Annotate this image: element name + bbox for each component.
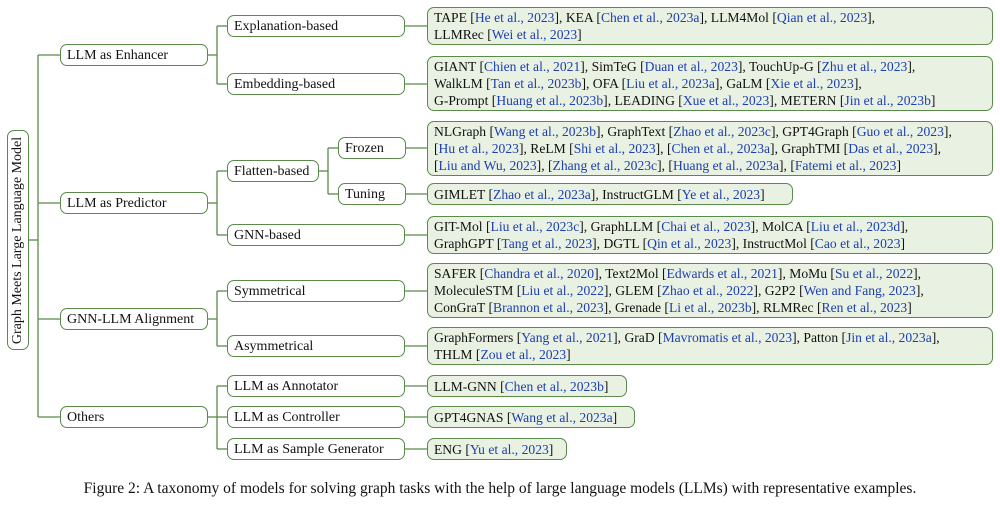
leaf-line: NLGraph [Wang et al., 2023b], GraphText [Zhao et al., 2023c], GPT4Graph [Guo et al., 2023], [434, 124, 952, 139]
leaf-line: TAPE [He et al., 2023], KEA [Chen et al., 2023a], LLM4Mol [Qian et al., 2023], [434, 10, 876, 25]
sub-embedding: Embedding-based [227, 73, 405, 95]
leaf-gnn [427, 216, 993, 254]
leaf-line: G-Prompt [Huang et al., 2023b], LEADING [Xue et al., 2023], METERN [Jin et al., 2023b] [434, 93, 936, 108]
sub-frozen: Frozen [338, 137, 406, 159]
sub-gnn: GNN-based [227, 224, 405, 246]
leaf-line: GIT-Mol [Liu et al., 2023c], GraphLLM [Chai et al., 2023], MolCA [Liu et al., 2023d], [434, 219, 909, 234]
sub-tuning: Tuning [338, 183, 406, 205]
leaf-symmetrical [427, 263, 993, 318]
leaf-asymmetrical [427, 327, 993, 365]
leaf-line: [Hu et al., 2023], ReLM [Shi et al., 2023], [Chen et al., 2023a], GraphTMI [Das et al., 2023], [434, 141, 942, 156]
leaf-line: THLM [Zou et al., 2023] [434, 347, 571, 362]
leaf-embedding [427, 56, 993, 111]
leaf-line: GPT4GNAS [Wang et al., 2023a] [434, 409, 618, 425]
sub-explanation: Explanation-based [227, 15, 405, 37]
category-enhancer: LLM as Enhancer [60, 44, 208, 66]
leaf-line: GraphGPT [Tang et al., 2023], DGTL [Qin et al., 2023], InstructMol [Cao et al., 2023] [434, 236, 906, 251]
leaf-line: ConGraT [Brannon et al., 2023], Grenade [Li et al., 2023b], RLMRec [Ren et al., 2023] [434, 300, 912, 315]
leaf-controller [427, 406, 635, 428]
leaf-line: GIANT [Chien et al., 2021], SimTeG [Duan et al., 2023], TouchUp-G [Zhu et al., 2023], [434, 59, 916, 74]
leaf-line: LLM-GNN [Chen et al., 2023b] [434, 378, 609, 394]
leaf-line: ENG [Yu et al., 2023] [434, 441, 554, 457]
leaf-annotator [427, 375, 627, 397]
leaf-line: WalkLM [Tan et al., 2023b], OFA [Liu et al., 2023a], GaLM [Xie et al., 2023], [434, 76, 862, 91]
root-label: Graph Meets Large Language Model [10, 136, 26, 344]
sub-annotator: LLM as Annotator [227, 375, 405, 397]
figure-caption: Figure 2: A taxonomy of models for solving graph tasks with the help of large language models (LLMs) with representative examples. [83, 480, 917, 497]
category-others: Others [60, 406, 208, 428]
leaf-frozen [427, 121, 993, 176]
sub-asymmetrical: Asymmetrical [227, 335, 405, 357]
sub-generator: LLM as Sample Generator [227, 438, 405, 460]
leaf-line: GraphFormers [Yang et al., 2021], GraD [Mavromatis et al., 2023], Patton [Jin et al., 2023a], [434, 330, 940, 345]
sub-controller: LLM as Controller [227, 406, 405, 428]
category-alignment: GNN-LLM Alignment [60, 308, 208, 330]
leaf-tuning [427, 183, 793, 205]
leaf-explanation [427, 7, 993, 45]
category-predictor: LLM as Predictor [60, 192, 208, 214]
leaf-line: LLMRec [Wei et al., 2023] [434, 27, 582, 42]
leaf-generator [427, 438, 567, 460]
sub-flatten: Flatten-based [227, 160, 319, 182]
leaf-line: [Liu and Wu, 2023], [Zhang et al., 2023c], [Huang et al., 2023a], [Fatemi et al., 2023] [434, 158, 901, 173]
leaf-line: GIMLET [Zhao et al., 2023a], InstructGLM [Ye et al., 2023] [434, 186, 765, 202]
root-node [7, 130, 29, 350]
leaf-line: SAFER [Chandra et al., 2020], Text2Mol [Edwards et al., 2021], MoMu [Su et al., 2022], [434, 266, 922, 281]
sub-symmetrical: Symmetrical [227, 280, 405, 302]
leaf-line: MoleculeSTM [Liu et al., 2022], GLEM [Zhao et al., 2022], G2P2 [Wen and Fang, 2023], [434, 283, 924, 298]
